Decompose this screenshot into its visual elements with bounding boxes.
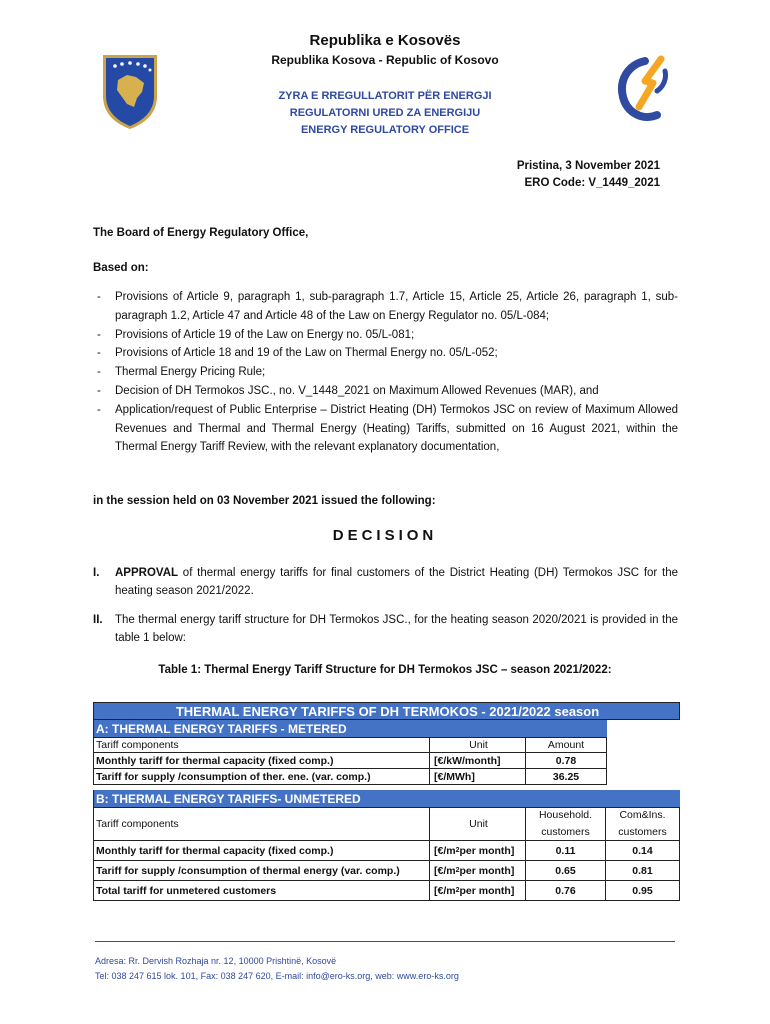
table-cell: [€/m 2 per month] xyxy=(432,841,526,860)
ero-name-albanian: ZYRA E RREGULLATORIT PËR ENERGJI xyxy=(278,90,492,102)
header-cell: Tariff components xyxy=(96,808,430,840)
header-cell: Unit xyxy=(432,808,526,840)
ero-name-english: ENERGY REGULATORY OFFICE xyxy=(300,124,470,136)
section-b-row xyxy=(93,790,680,807)
header-cell: Household. customers xyxy=(526,808,606,840)
table-row xyxy=(93,737,607,753)
table-row xyxy=(93,769,607,785)
table-row xyxy=(93,861,680,881)
ero-logo-icon xyxy=(615,55,673,125)
list-item: - Provisions of Article 18 and 19 of the Law on Thermal Energy no. 05/L-052; xyxy=(93,344,678,363)
table-title-row xyxy=(93,702,680,720)
table-cell: [€/m 2 per month] xyxy=(432,861,526,880)
table-cell: 0.14 xyxy=(632,844,653,857)
header-cell: Unit xyxy=(432,738,526,752)
table-cell: 0.65 xyxy=(526,861,606,880)
table-row xyxy=(93,881,680,901)
table-cell: 0.95 xyxy=(632,884,653,897)
table-row xyxy=(93,841,680,861)
table-cell: [€/MWh] xyxy=(432,769,526,784)
section-a-title: A: THERMAL ENERGY TARIFFS - METERED xyxy=(96,721,347,736)
table-cell: 0.81 xyxy=(632,864,653,877)
header-cell: Tariff components xyxy=(96,738,430,752)
header-cell: Amount xyxy=(547,739,585,751)
section-text: of thermal energy tariffs for final customers of the District Heating (DH) Termokos JSC for the heating season 2021/2022. xyxy=(115,567,678,597)
footer-divider xyxy=(95,941,675,942)
table-cell: 0.11 xyxy=(526,841,606,860)
header-cell: Com&Ins. customers xyxy=(618,809,667,838)
footer-contact: Tel: 038 247 615 lok. 101, Fax: 038 247 620, E-mail: info@ero-ks.org, web: www.ero-ks.org xyxy=(95,971,459,981)
footer-address: Adresa: Rr. Dervish Rozhaja nr. 12, 10000 Prishtinë, Kosovë xyxy=(95,956,337,966)
addressee: The Board of Energy Regulatory Office, xyxy=(93,227,309,239)
list-item: - Thermal Energy Pricing Rule; xyxy=(93,363,678,382)
based-on-label: Based on: xyxy=(93,262,149,274)
list-item: - Provisions of Article 9, paragraph 1, sub-paragraph 1.7, Article 15, Article 25, Article 26, paragraph 1, sub-paragraph 1.2, Article 47 and Article 48 of the Law on Energy Regulator no. 05/L-084; xyxy=(93,288,678,326)
document-date: Pristina, 3 November 2021 xyxy=(516,160,660,172)
decision-section-2 xyxy=(93,611,678,647)
table-cell: 36.25 xyxy=(552,770,580,783)
table-cell: [€/m 2 per month] xyxy=(432,881,526,900)
list-item: - Application/request of Public Enterprise – District Heating (DH) Termokos JSC on review of Maximum Allowed Revenues and Thermal and Thermal Energy (Heating) Tariffs, submitted on 16 August 2021, within the Thermal Energy Tariff Review, with the relevant explanatory documentation, xyxy=(93,401,678,457)
kosovo-coat-of-arms-icon xyxy=(100,52,160,130)
table-cell: Total tariff for unmetered customers xyxy=(96,881,430,900)
table-cell: Tariff for supply /consumption of ther. ene. (var. comp.) xyxy=(96,769,430,784)
table-cell: Tariff for supply /consumption of thermal energy (var. comp.) xyxy=(96,861,430,880)
legal-basis-list xyxy=(93,288,678,457)
session-statement: in the session held on 03 November 2021 issued the following: xyxy=(93,495,436,507)
section-b-title: B: THERMAL ENERGY TARIFFS- UNMETERED xyxy=(96,791,361,806)
decision-section-1 xyxy=(93,564,678,600)
country-subtitle: Republika Kosova - Republic of Kosovo xyxy=(271,53,499,67)
section-lead: APPROVAL xyxy=(115,567,179,579)
table-cell: [€/kW/month] xyxy=(432,753,526,768)
table-title: THERMAL ENERGY TARIFFS OF DH TERMOKOS - 2021/2022 season xyxy=(175,703,600,719)
table-cell: Monthly tariff for thermal capacity (fixed comp.) xyxy=(96,753,430,768)
table-row xyxy=(93,753,607,769)
section-a-row xyxy=(93,720,607,737)
table-row xyxy=(93,807,680,841)
table-cell: Monthly tariff for thermal capacity (fixed comp.) xyxy=(96,841,430,860)
ero-name-serbian: REGULATORNI URED ZA ENERGIJU xyxy=(289,107,481,119)
section-number: I. xyxy=(93,567,100,579)
ero-code: ERO Code: V_1449_2021 xyxy=(524,177,660,189)
table-cell: 0.78 xyxy=(555,754,577,767)
table-caption: Table 1: Thermal Energy Tariff Structure for DH Termokos JSC – season 2021/2022: xyxy=(158,664,612,676)
list-item: - Decision of DH Termokos JSC., no. V_1448_2021 on Maximum Allowed Revenues (MAR), and xyxy=(93,382,678,401)
section-number: II. xyxy=(93,614,103,626)
list-item: - Provisions of Article 19 of the Law on Energy no. 05/L-081; xyxy=(93,326,678,345)
decision-heading: DECISION xyxy=(332,527,438,544)
table-cell: 0.76 xyxy=(526,881,606,900)
country-title: Republika e Kosovës xyxy=(309,32,461,49)
section-text: The thermal energy tariff structure for DH Termokos JSC., for the heating season 2020/2021 is provided in the table 1 below: xyxy=(115,614,678,644)
